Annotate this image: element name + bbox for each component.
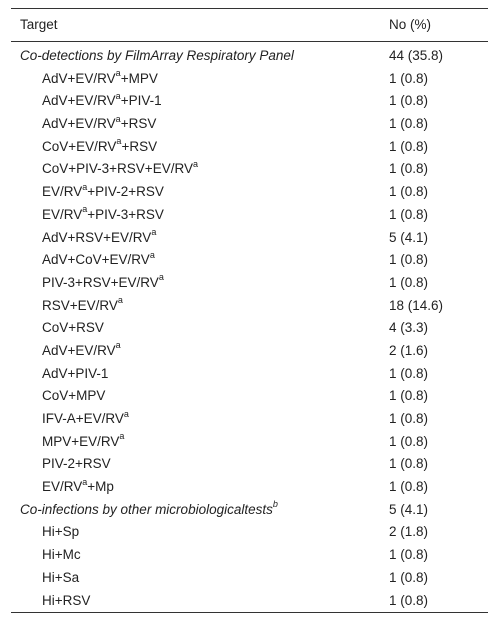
section-title-text: Co-infections by other microbiologicaltests	[20, 501, 273, 517]
row-value: 1 (0.8)	[389, 161, 429, 177]
target-text: EV/RV	[42, 206, 83, 222]
footnote-marker: a	[115, 68, 121, 79]
section-title	[20, 45, 294, 68]
table-row	[11, 544, 488, 567]
table-row	[11, 204, 488, 227]
row-value: 1 (0.8)	[389, 252, 429, 268]
table-body	[11, 45, 488, 612]
row-target	[42, 204, 164, 227]
footnote-marker: a	[117, 295, 123, 306]
row-value: 5 (4.1)	[389, 229, 429, 245]
target-text: AdV+RSV+EV/RV	[42, 229, 152, 245]
target-text: IFV-A+EV/RV	[42, 411, 124, 426]
row-value: 4 (3.3)	[389, 320, 429, 336]
row-target	[42, 272, 164, 295]
row-value: 1 (0.8)	[389, 184, 429, 200]
header-value: No (%)	[389, 17, 432, 32]
row-target	[42, 227, 156, 250]
target-text: EV/RV	[42, 479, 83, 495]
table-row	[11, 521, 488, 544]
table-row	[11, 408, 488, 431]
target-text: CoV+PIV-3+RSV+EV/RV	[42, 161, 193, 177]
row-value: 1 (0.8)	[389, 547, 429, 563]
target-text: PIV-3+RSV+EV/RV	[42, 274, 159, 290]
target-text: RSV+EV/RV	[42, 297, 118, 313]
row-target	[42, 385, 105, 408]
target-text: CoV+MPV	[42, 388, 106, 404]
row-target	[42, 363, 108, 386]
row-value: 1 (0.8)	[389, 456, 429, 472]
footnote-marker: a	[115, 340, 121, 351]
target-text: AdV+EV/RV	[42, 342, 116, 358]
row-value: 1 (0.8)	[389, 592, 429, 608]
target-text: +MPV	[120, 70, 158, 86]
target-text: Hi+Mc	[42, 547, 81, 563]
data-table	[11, 8, 488, 613]
table-row	[11, 249, 488, 272]
table-row	[11, 272, 488, 295]
row-value: 1 (0.8)	[389, 411, 429, 426]
section-row	[11, 499, 488, 522]
target-text: AdV+EV/RV	[42, 116, 116, 132]
footnote-marker: b	[272, 499, 278, 510]
target-text: AdV+CoV+EV/RV	[42, 252, 150, 268]
target-text: CoV+RSV	[42, 320, 104, 336]
table-row	[11, 295, 488, 318]
table-row	[11, 385, 488, 408]
section-value: 5 (4.1)	[389, 501, 429, 517]
target-text: CoV+EV/RV	[42, 138, 117, 154]
footnote-marker: a	[119, 431, 125, 442]
table-row	[11, 227, 488, 250]
row-target	[42, 136, 157, 159]
section-value: 44 (35.8)	[389, 48, 444, 63]
row-value: 1 (0.8)	[389, 206, 429, 222]
row-target	[42, 408, 129, 431]
row-value: 2 (1.6)	[389, 342, 429, 358]
row-target	[42, 90, 162, 113]
row-value: 18 (14.6)	[389, 297, 444, 313]
table-row	[11, 181, 488, 204]
section-row	[11, 45, 488, 68]
target-text: Hi+Sp	[42, 524, 80, 540]
row-target	[42, 476, 114, 499]
footnote-marker: a	[151, 227, 157, 237]
row-value: 1 (0.8)	[389, 365, 429, 381]
section-title	[20, 499, 278, 522]
table-header-row	[11, 9, 488, 41]
row-target	[42, 431, 124, 454]
row-value: 1 (0.8)	[389, 70, 429, 86]
row-target	[42, 113, 156, 136]
row-target	[42, 181, 164, 204]
table-row	[11, 317, 488, 340]
row-target	[42, 340, 121, 363]
row-value: 1 (0.8)	[389, 274, 429, 290]
row-target	[42, 68, 158, 91]
table-row	[11, 363, 488, 386]
target-text: +RSV	[121, 138, 158, 154]
row-value: 1 (0.8)	[389, 479, 429, 495]
table-row	[11, 136, 488, 159]
target-text: Hi+Sa	[42, 569, 80, 585]
row-target	[42, 521, 79, 544]
table-row	[11, 340, 488, 363]
footnote-marker: a	[149, 249, 155, 260]
target-text: MPV+EV/RV	[42, 433, 120, 449]
footnote-marker: a	[115, 113, 121, 124]
row-target	[42, 544, 81, 567]
header-target: Target	[20, 17, 58, 32]
target-text: +RSV	[120, 116, 157, 132]
footnote-marker: a	[123, 408, 129, 419]
footnote-marker: a	[158, 272, 164, 283]
row-target	[42, 249, 155, 272]
table-row	[11, 431, 488, 454]
footnote-marker: a	[82, 181, 88, 192]
table-row	[11, 476, 488, 499]
row-target	[42, 567, 79, 590]
row-value: 1 (0.8)	[389, 116, 429, 132]
table-row	[11, 68, 488, 91]
row-value: 1 (0.8)	[389, 388, 429, 404]
section-title-text: Co-detections by FilmArray Respiratory Panel	[20, 48, 294, 63]
target-text: Hi+RSV	[42, 592, 91, 608]
target-text: EV/RV	[42, 184, 83, 200]
row-value: 1 (0.8)	[389, 138, 429, 154]
footnote-marker: a	[115, 90, 121, 101]
table-row	[11, 158, 488, 181]
table-row	[11, 113, 488, 136]
footnote-marker: a	[116, 136, 122, 147]
target-text: +PIV-2+RSV	[87, 184, 164, 200]
target-text: PIV-2+RSV	[42, 456, 111, 472]
table-row	[11, 453, 488, 476]
row-target	[42, 590, 90, 613]
target-text: +PIV-3+RSV	[87, 206, 164, 222]
footnote-marker: a	[82, 476, 88, 487]
table-bottom-rule	[11, 612, 488, 613]
target-text: +Mp	[87, 479, 114, 495]
table-row	[11, 90, 488, 113]
row-value: 2 (1.8)	[389, 524, 429, 540]
row-target	[42, 317, 104, 340]
table-row	[11, 590, 488, 613]
row-value: 1 (0.8)	[389, 569, 429, 585]
row-target	[42, 453, 111, 476]
table-row	[11, 567, 488, 590]
target-text: +PIV-1	[120, 93, 162, 109]
target-text: AdV+EV/RV	[42, 93, 116, 109]
footnote-marker: a	[82, 204, 88, 215]
row-value: 1 (0.8)	[389, 433, 429, 449]
row-target	[42, 295, 123, 318]
target-text: AdV+EV/RV	[42, 70, 116, 86]
target-text: AdV+PIV-1	[42, 365, 109, 381]
row-target	[42, 158, 198, 181]
footnote-marker: a	[192, 158, 198, 169]
row-value: 1 (0.8)	[389, 93, 429, 109]
